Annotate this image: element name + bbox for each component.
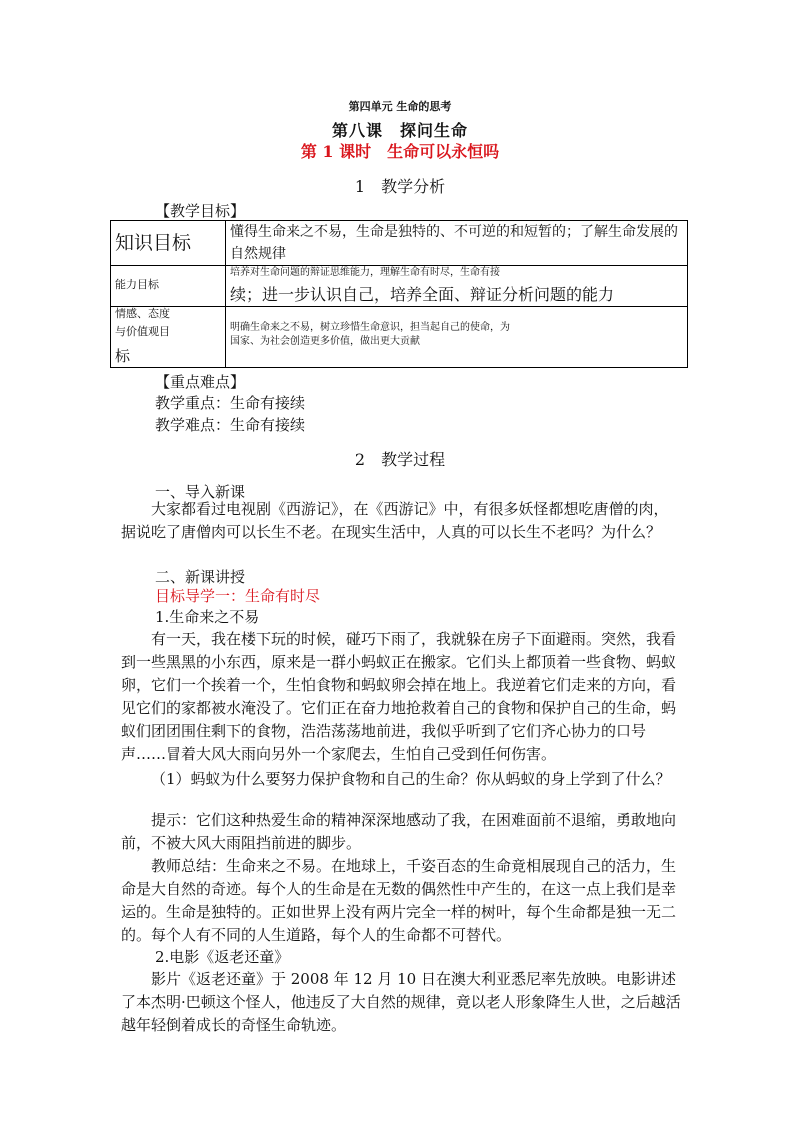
intro-text: 大家都看过电视剧《西游记》，在《西游记》中，有很多妖怪都想吃唐僧的肉，据说吃了唐僧肉可以长生不老。在现实生活中，人真的可以长生不老吗？为什么？ bbox=[121, 500, 669, 541]
goal-value: 明确生命来之不易，树立珍惜生命意识，担当起自己的使命，为 bbox=[230, 322, 510, 333]
section-heading-analysis: 1 教学分析 bbox=[354, 177, 446, 196]
teacher-summary: 教师总结：生命来之不易。在地球上，千姿百态的生命竟相展现自己的活力，生命是大自然的奇迹。每个人的生命是在无数的偶然性中产生的，在这一点上我们是幸运的。生命是独特的。正如世界上没有两片完全一样的树叶，每个生命都是独一无二的。每个人有不同的人生道路，每个人的生命都不可替代。 bbox=[121, 857, 677, 944]
unit-title: 第四单元 生命的思考 bbox=[348, 100, 452, 113]
goal-key: 能力目标 bbox=[115, 278, 159, 291]
goal-key: 知识目标 bbox=[115, 232, 192, 254]
difficulty: 教学难点：生命有接续 bbox=[155, 416, 306, 434]
goal-key: 与价值观目 bbox=[115, 325, 170, 338]
period-title: 第 1 课时 生命可以永恒吗 bbox=[300, 142, 500, 161]
key-points-label: 【重点难点】 bbox=[155, 373, 246, 391]
goal-value: 懂得生命来之不易，生命是独特的、不可逆的和短暂的；了解生命发展的自然规律 bbox=[230, 224, 678, 262]
key-point: 教学重点：生命有接续 bbox=[155, 394, 306, 412]
goal-key: 情感、态度 bbox=[115, 307, 170, 320]
hint-text: 提示：它们这种热爱生命的精神深深地感动了我，在困难面前不退缩，勇敢地向前，不被大风大雨阻挡前进的脚步。 bbox=[121, 811, 677, 852]
new-lesson-heading: 二、新课讲授 bbox=[155, 568, 246, 586]
question-1: （1）蚂蚁为什么要努力保护食物和自己的生命？你从蚂蚁的身上学到了什么？ bbox=[151, 770, 671, 788]
goal-row-knowledge bbox=[111, 221, 688, 266]
goal-row-emotion bbox=[111, 307, 688, 368]
film-text: 影片《返老还童》于 2008 年 12 月 10 日在澳大利亚悉尼率先放映。电影讲述了本杰明·巴顿这个怪人，他违反了大自然的规律，竟以老人形象降生人世，之后越活越年轻倒着成长的奇怪生命轨迹。 bbox=[121, 970, 681, 1034]
goal-row-ability bbox=[111, 266, 688, 307]
item-heading-2: 2.电影《返老还童》 bbox=[155, 948, 290, 966]
goal-guide-heading: 目标导学一：生命有时尽 bbox=[155, 587, 321, 605]
goal-value: 培养对生命问题的辩证思维能力，理解生命有时尽，生命有接 bbox=[230, 267, 500, 278]
lesson-title: 第八课 探问生命 bbox=[331, 121, 468, 140]
goals-label: 【教学目标】 bbox=[155, 202, 246, 220]
goal-key: 标 bbox=[115, 347, 131, 365]
goal-value: 续；进一步认识自己，培养全面、辩证分析问题的能力 bbox=[230, 285, 615, 304]
item-heading-1: 1.生命来之不易 bbox=[155, 608, 260, 626]
ant-story: 有一天，我在楼下玩的时候，碰巧下雨了，我就躲在房子下面避雨。突然，我看到一些黑黑的小东西，原来是一群小蚂蚁正在搬家。它们头上都顶着一些食物、蚂蚁卵，它们一个挨着一个，生怕食物和蚂蚁卵会掉在地上。我逆着它们走来的方向，看见它们的家都被水淹没了。它们正在奋力地抢救着自己的食物和保护自己的生命，蚂蚁们团团围住剩下的食物，浩浩荡荡地前进，我似乎听到了它们齐心协力的口号声……冒着大风大雨向另外一个家爬去，生怕自己受到任何伤害。 bbox=[121, 630, 677, 763]
goal-value: 国家、为社会创造更多价值，做出更大贡献 bbox=[230, 336, 420, 347]
goals-table bbox=[110, 220, 688, 368]
section-heading-process: 2 教学过程 bbox=[354, 450, 446, 469]
intro-heading: 一、导入新课 bbox=[155, 483, 246, 501]
